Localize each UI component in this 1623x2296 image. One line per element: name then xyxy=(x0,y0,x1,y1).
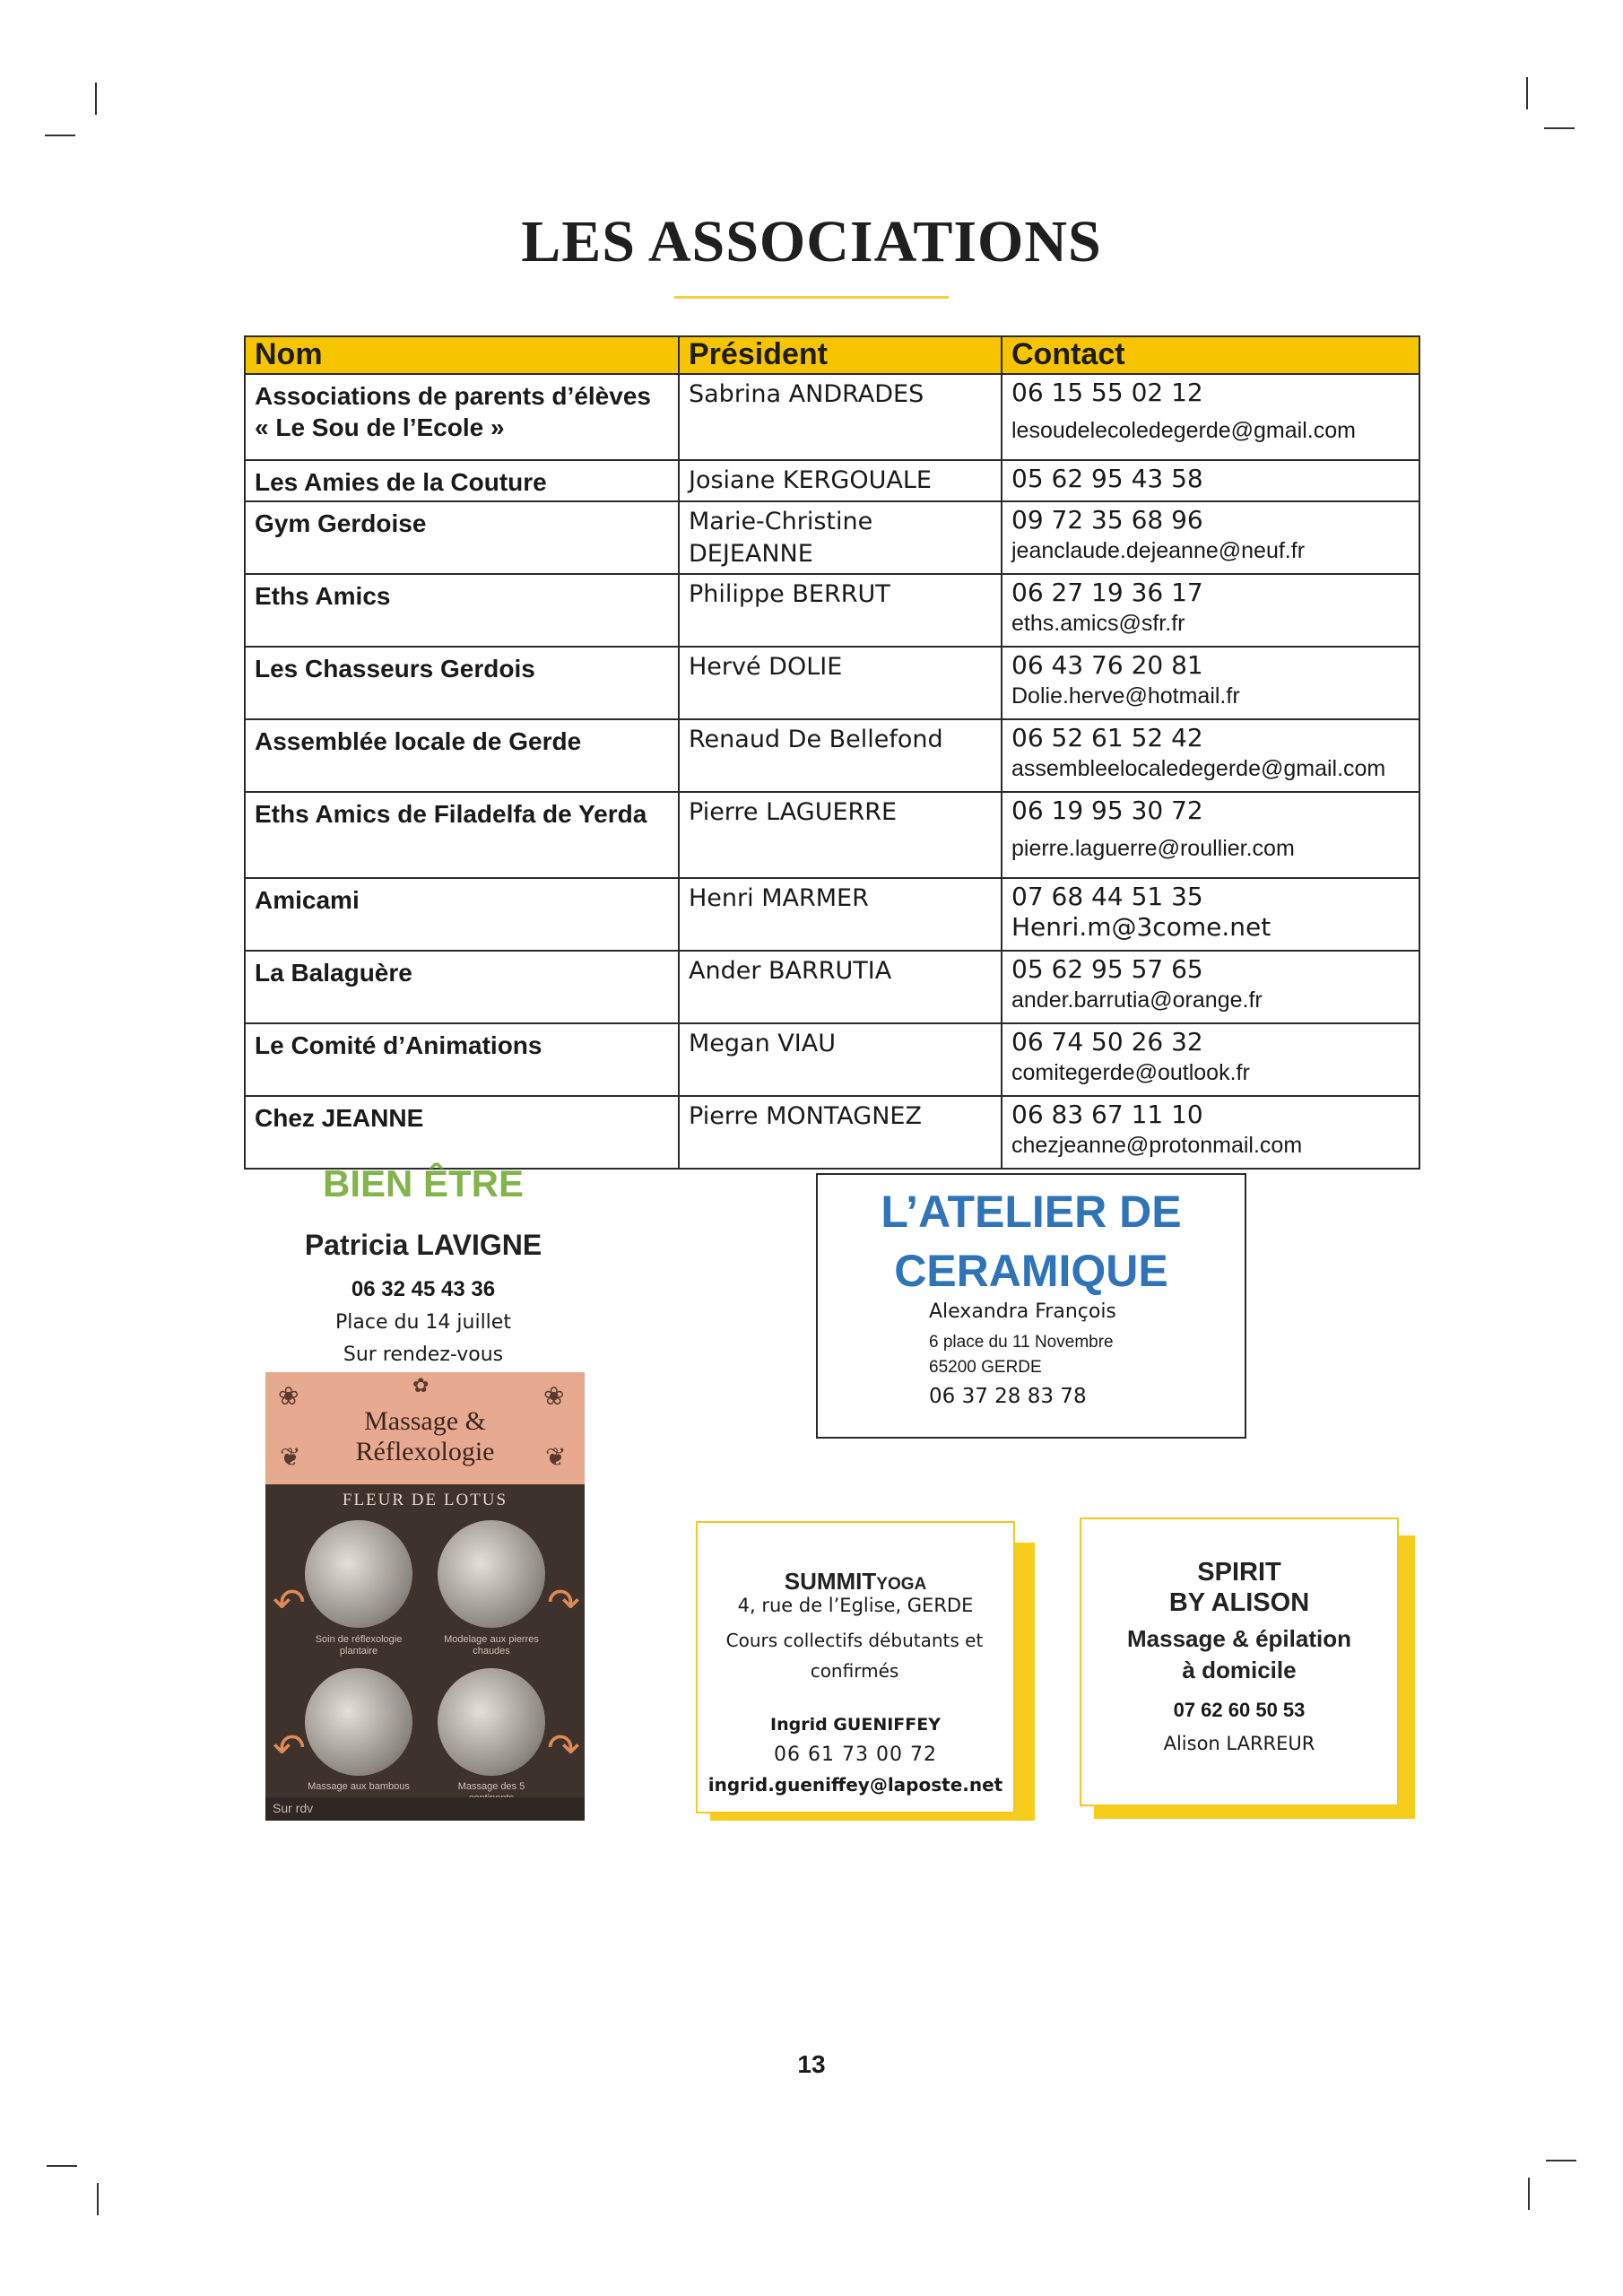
leaf-icon: ❦ xyxy=(280,1443,301,1471)
contact-email[interactable]: Dolie.herve@hotmail.fr xyxy=(1011,683,1240,709)
contact-cell xyxy=(1002,878,1419,951)
president-name: Sabrina ANDRADES xyxy=(679,374,1002,460)
crop-mark xyxy=(1526,77,1528,109)
bien-etre-name: Patricia LAVIGNE xyxy=(304,1229,542,1261)
president-name: Pierre MONTAGNEZ xyxy=(679,1096,1002,1169)
contact-cell xyxy=(1002,792,1419,878)
spirit-description xyxy=(1081,1623,1397,1686)
contact-email[interactable]: chezjeanne@protonmail.com xyxy=(1011,1133,1303,1158)
column-header-contact: Contact xyxy=(1002,336,1419,374)
ceramique-contact-name: Alexandra François xyxy=(929,1300,1116,1323)
table-header-row xyxy=(245,336,1419,374)
contact-cell xyxy=(1002,501,1419,574)
crop-mark xyxy=(47,2165,77,2167)
flyer-title-line2: Réflexologie xyxy=(355,1437,495,1466)
contact-cell xyxy=(1002,951,1419,1023)
flyer-caption: Massage des 5 xyxy=(457,1781,525,1792)
crop-mark xyxy=(1546,2160,1576,2161)
association-name: Chez JEANNE xyxy=(245,1096,679,1169)
president-name: Pierre LAGUERRE xyxy=(679,792,1002,878)
contact-email[interactable]: assembleelocaledegerde@gmail.com xyxy=(1011,756,1386,781)
spirit-description-line2: à domicile xyxy=(1182,1657,1297,1683)
contact-cell xyxy=(1002,647,1419,719)
flower-icon: ❀ xyxy=(543,1382,565,1410)
summit-name-suffix: YOGA xyxy=(876,1575,927,1594)
contact-phone: 06 74 50 26 32 xyxy=(1011,1027,1203,1057)
contact-cell xyxy=(1002,460,1419,501)
contact-phone: 07 68 44 51 35 xyxy=(1011,882,1203,911)
table-row xyxy=(245,1023,1419,1096)
ceramique-box xyxy=(816,1173,1246,1439)
summit-name xyxy=(698,1568,1013,1596)
crop-mark xyxy=(45,135,75,136)
page-title: LES ASSOCIATIONS xyxy=(521,209,1102,274)
association-name: Eths Amics xyxy=(245,574,679,647)
contact-email[interactable]: Henri.m@3come.net xyxy=(1011,912,1271,942)
association-name: Amicami xyxy=(245,878,679,951)
flyer-footer xyxy=(265,1797,585,1821)
flyer-title xyxy=(265,1406,585,1467)
flyer-caption: Massage aux bambous xyxy=(308,1781,410,1792)
bamboo-massage-photo xyxy=(305,1668,412,1776)
contact-phone: 06 19 95 30 72 xyxy=(1011,796,1203,825)
continents-massage-photo xyxy=(438,1668,545,1776)
curved-arrow-icon: ↷ xyxy=(547,1580,580,1626)
ceramique-address-line1: 6 place du 11 Novembre xyxy=(929,1333,1114,1352)
contact-email[interactable]: comitegerde@outlook.fr xyxy=(1011,1060,1250,1085)
contact-email[interactable]: pierre.laguerre@roullier.com xyxy=(1011,836,1295,861)
president-name: Marie-Christine DEJEANNE xyxy=(679,501,1002,574)
contact-phone: 06 27 19 36 17 xyxy=(1011,578,1203,607)
hot-stones-photo xyxy=(438,1520,545,1628)
bien-etre-phone: 06 32 45 43 36 xyxy=(351,1277,496,1301)
president-name: Philippe BERRUT xyxy=(679,574,1002,647)
contact-phone: 06 83 67 11 10 xyxy=(1011,1100,1203,1129)
contact-email[interactable]: lesoudelecoledegerde@gmail.com xyxy=(1011,418,1356,443)
contact-email[interactable]: jeanclaude.dejeanne@neuf.fr xyxy=(1011,538,1306,563)
spirit-name-line2: BY ALISON xyxy=(1168,1588,1310,1617)
summit-name-main: SUMMIT xyxy=(784,1568,877,1595)
flyer-caption: Soin de réflexologie plantaire xyxy=(315,1634,403,1657)
lotus-icon: ✿ xyxy=(412,1374,430,1396)
summit-address: 4, rue de l’Eglise, GERDE xyxy=(737,1595,974,1616)
contact-phone: 06 52 61 52 42 xyxy=(1011,723,1203,752)
ceramique-title xyxy=(818,1182,1245,1300)
column-header-nom: Nom xyxy=(245,336,679,374)
ceramique-title-line1: L’ATELIER DE xyxy=(881,1187,1182,1237)
flyer-footer-text: Sur rdv xyxy=(273,1801,314,1815)
crop-mark xyxy=(97,2183,99,2215)
table-row xyxy=(245,374,1419,460)
page-number: 13 xyxy=(797,2050,826,2078)
bien-etre-appointment: Sur rendez-vous xyxy=(343,1344,504,1366)
spirit-phone: 07 62 60 50 53 xyxy=(1173,1699,1306,1721)
crop-mark xyxy=(95,83,97,115)
crop-mark xyxy=(1528,2178,1530,2210)
association-name: Associations de parents d’élèves « Le Sou de l’Ecole » xyxy=(245,374,679,460)
flyer-caption: Modelage aux pierres chaudes xyxy=(444,1634,539,1657)
title-underline xyxy=(674,296,949,299)
summit-email[interactable]: ingrid.gueniffey@laposte.net xyxy=(707,1774,1003,1796)
reflexology-photo xyxy=(305,1520,412,1628)
association-name: Le Comité d’Animations xyxy=(245,1023,679,1096)
association-name: La Balaguère xyxy=(245,951,679,1023)
ceramique-address-line2: 65200 GERDE xyxy=(929,1358,1042,1377)
crop-mark xyxy=(1544,127,1575,129)
contact-email[interactable]: ander.barrutia@orange.fr xyxy=(1011,987,1263,1013)
association-name: Eths Amics de Filadelfa de Yerda xyxy=(245,792,679,878)
contact-cell xyxy=(1002,719,1419,792)
summit-description: Cours collectifs débutants et confirmés xyxy=(725,1630,984,1682)
contact-phone: 09 72 35 68 96 xyxy=(1011,505,1203,535)
spirit-name-line1: SPIRIT xyxy=(1197,1558,1281,1587)
associations-table xyxy=(244,335,1420,1170)
flower-icon: ❀ xyxy=(278,1382,299,1410)
contact-email[interactable]: eths.amics@sfr.fr xyxy=(1011,611,1185,636)
contact-phone: 06 15 55 02 12 xyxy=(1011,378,1203,407)
president-name: Ander BARRUTIA xyxy=(679,951,1002,1023)
spirit-name xyxy=(1081,1557,1397,1618)
association-name: Les Chasseurs Gerdois xyxy=(245,647,679,719)
curved-arrow-icon: ↶ xyxy=(273,1580,306,1626)
president-name: Josiane KERGOUALE xyxy=(679,460,1002,501)
contact-cell xyxy=(1002,574,1419,647)
table-row xyxy=(245,501,1419,574)
column-header-president: Président xyxy=(679,336,1002,374)
table-row xyxy=(245,460,1419,501)
leaf-icon: ❦ xyxy=(545,1443,567,1471)
table-row xyxy=(245,647,1419,719)
curved-arrow-icon: ↶ xyxy=(273,1726,306,1771)
massage-flyer xyxy=(265,1372,585,1821)
spirit-card xyxy=(1080,1518,1399,1806)
contact-phone: 06 43 76 20 81 xyxy=(1011,650,1203,680)
contact-phone: 05 62 95 57 65 xyxy=(1011,954,1203,984)
bien-etre-heading: BIEN ÊTRE xyxy=(322,1162,525,1205)
bien-etre-address: Place du 14 juillet xyxy=(335,1311,511,1334)
contact-cell xyxy=(1002,1096,1419,1169)
flyer-title-line1: Massage & xyxy=(364,1406,486,1436)
president-name: Renaud De Bellefond xyxy=(679,719,1002,792)
ceramique-title-line2: CERAMIQUE xyxy=(894,1246,1168,1296)
table-row xyxy=(245,1096,1419,1169)
contact-cell xyxy=(1002,374,1419,460)
summit-yoga-card xyxy=(696,1521,1015,1813)
table-row xyxy=(245,574,1419,647)
association-name: Assemblée locale de Gerde xyxy=(245,719,679,792)
table-row xyxy=(245,878,1419,951)
president-name: Hervé DOLIE xyxy=(679,647,1002,719)
association-name: Les Amies de la Couture xyxy=(245,460,679,501)
spirit-description-line1: Massage & épilation xyxy=(1127,1625,1351,1652)
curved-arrow-icon: ↷ xyxy=(547,1726,580,1771)
ceramique-phone: 06 37 28 83 78 xyxy=(929,1385,1087,1408)
table-row xyxy=(245,719,1419,792)
association-name: Gym Gerdoise xyxy=(245,501,679,574)
table-row xyxy=(245,792,1419,878)
summit-phone: 06 61 73 00 72 xyxy=(774,1744,937,1766)
table-row xyxy=(245,951,1419,1023)
contact-cell xyxy=(1002,1023,1419,1096)
flyer-subtitle: FLEUR DE LOTUS xyxy=(342,1491,508,1509)
contact-phone: 05 62 95 43 58 xyxy=(1011,464,1203,493)
president-name: Megan VIAU xyxy=(679,1023,1002,1096)
spirit-person: Alison LARREUR xyxy=(1163,1733,1315,1754)
president-name: Henri MARMER xyxy=(679,878,1002,951)
summit-contact-name: Ingrid GUENIFFEY xyxy=(770,1715,941,1735)
